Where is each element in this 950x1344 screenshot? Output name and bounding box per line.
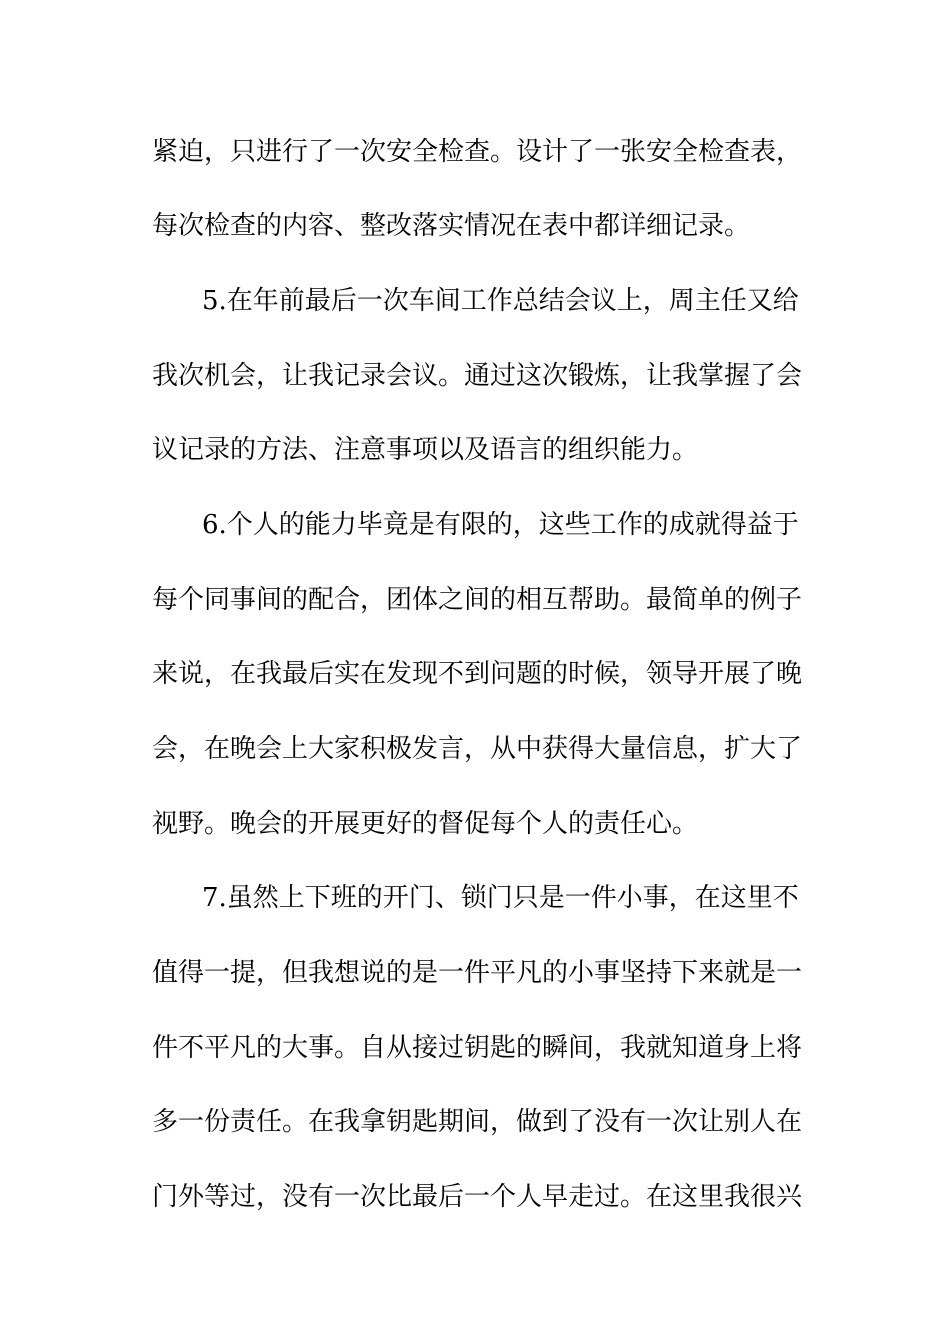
text-line: 件不平凡的大事。自从接过钥匙的瞬间，我就知道身上将 xyxy=(152,1033,803,1063)
text-line: 值得一提，但我想说的是一件平凡的小事坚持下来就是一 xyxy=(152,958,803,988)
text-line: 门外等过，没有一次比最后一个人早走过。在这里我很兴 xyxy=(152,1182,803,1212)
text-line: 每个同事间的配合，团体之间的相互帮助。最简单的例子 xyxy=(152,585,803,615)
text-line: 视野。晚会的开展更好的督促每个人的责任心。 xyxy=(152,809,699,839)
text-line: 来说，在我最后实在发现不到问题的时候，领导开展了晚 xyxy=(152,659,803,689)
text-line: 多一份责任。在我拿钥匙期间，做到了没有一次让别人在 xyxy=(152,1107,803,1137)
paragraph-5-start: 5.在年前最后一次车间工作总结会议上，周主任又给 xyxy=(202,286,799,316)
text-line: 紧迫，只进行了一次安全检查。设计了一张安全检查表， xyxy=(152,137,803,167)
text-line: 议记录的方法、注意事项以及语言的组织能力。 xyxy=(152,435,699,465)
text-line: 每次检查的内容、整改落实情况在表中都详细记录。 xyxy=(152,211,751,241)
text-line: 我次机会，让我记录会议。通过这次锻炼，让我掌握了会 xyxy=(152,361,803,391)
paragraph-7-start: 7.虽然上下班的开门、锁门只是一件小事，在这里不 xyxy=(202,883,799,913)
text-line: 会，在晚会上大家积极发言，从中获得大量信息，扩大了 xyxy=(152,734,803,764)
paragraph-6-start: 6.个人的能力毕竟是有限的，这些工作的成就得益于 xyxy=(202,510,799,540)
